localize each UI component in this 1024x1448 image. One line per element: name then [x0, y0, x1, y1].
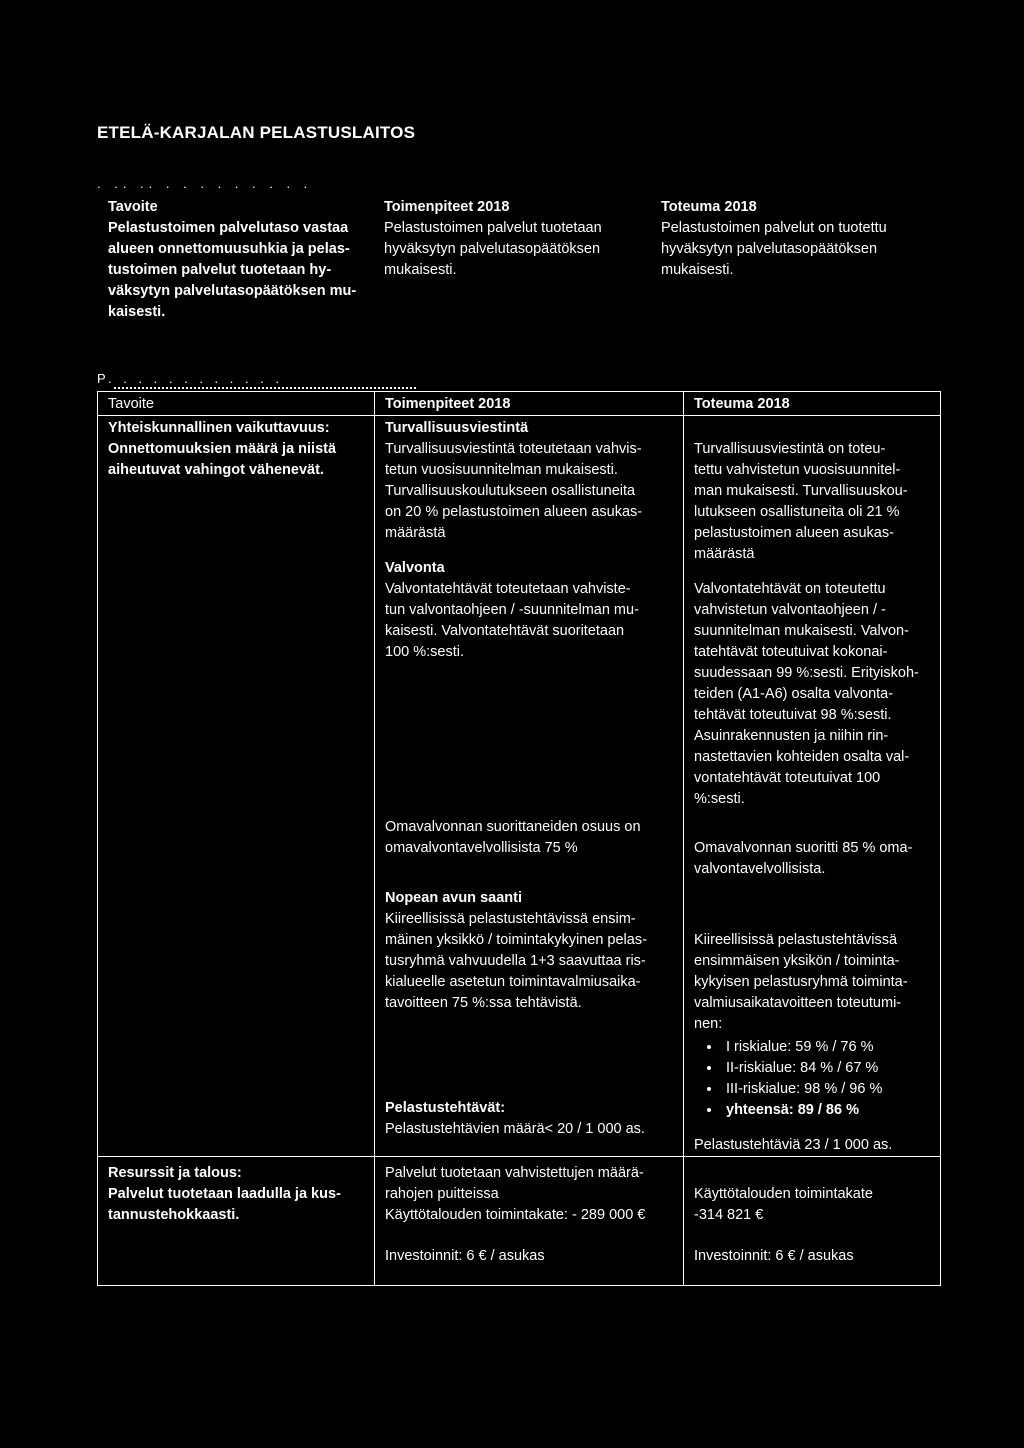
readiness-bullet-list: [694, 1037, 932, 1121]
outcome-line: tatehtävät toteutuivat kokonai-: [694, 644, 888, 660]
safety-comm-title: Turvallisuusviestintä: [385, 420, 529, 436]
outcome-line: vahvistetun valvontaohjeen / -: [694, 602, 886, 618]
section1-outcome-header: Toteuma 2018: [661, 199, 757, 215]
list-item: • yhteensä: 89 / 86 %: [722, 1100, 932, 1121]
action-line: mäinen yksikkö / toimintakykyinen pelas-: [385, 932, 647, 948]
outcome-line: Käyttötalouden toimintakate: [694, 1186, 873, 1202]
action-line: Pelastustehtävien määrä< 20 / 1 000 as.: [385, 1121, 645, 1137]
header-actions: Toimenpiteet 2018: [375, 392, 684, 416]
action-line: Palvelut tuotetaan vahvistettujen määrä-: [385, 1165, 644, 1181]
table-row-impact: [98, 416, 941, 1157]
header-outcome: Toteuma 2018: [684, 392, 941, 416]
actions-resources: [375, 1157, 684, 1286]
outcome-line: suudessaan 99 %:sesti. Erityiskoh-: [694, 665, 919, 681]
action-line: Turvallisuuskoulutukseen osallistuneita: [385, 483, 636, 499]
action-line: kaisesti. Valvontatehtävät suoritetaan: [385, 623, 625, 639]
outcome-line: teiden (A1-A6) osalta valvonta-: [694, 686, 894, 702]
action-line: 100 %:sesti.: [385, 644, 464, 660]
action-line: tusryhmä vahvuudella 1+3 saavuttaa ris-: [385, 953, 646, 969]
outcome-line: suunnitelman mukaisesti. Valvon-: [694, 623, 909, 639]
section1-outcome-line: mukaisesti.: [661, 262, 734, 278]
outcome-line: -314 821 €: [694, 1207, 764, 1223]
section1-outcome-column: [661, 197, 941, 281]
action-line: tavoitteen 75 %:ssa tehtävistä.: [385, 995, 582, 1011]
section1-actions-line: hyväksytyn palvelutasopäätöksen: [384, 241, 601, 257]
section1-actions-line: mukaisesti.: [384, 262, 457, 278]
quick-help-title: Nopean avun saanti: [385, 890, 522, 906]
section1-outcome-line: hyväksytyn palvelutasopäätöksen: [661, 241, 878, 257]
list-item: • I riskialue: 59 % / 76 %: [722, 1037, 932, 1058]
section2-table: [97, 391, 941, 1286]
rescue-tasks-title: Pelastustehtävät:: [385, 1100, 506, 1116]
outcome-line: valvontavelvollisista.: [694, 861, 826, 877]
action-line: tetun vuosisuunnitelman mukaisesti.: [385, 462, 618, 478]
action-line: Omavalvonnan suorittaneiden osuus on: [385, 819, 641, 835]
outcome-line: nen:: [694, 1016, 723, 1032]
goal-line: Yhteiskunnallinen vaikuttavuus:: [108, 420, 330, 436]
action-line: Käyttötalouden toimintakate: - 289 000 €: [385, 1207, 646, 1223]
outcome-line: Valvontatehtävät on toteutettu: [694, 581, 886, 597]
outcome-line: valmiusaikatavoitteen toteutumi-: [694, 995, 902, 1011]
outcome-line: lutukseen osallistuneita oli 21 %: [694, 504, 900, 520]
outcome-line: %:sesti.: [694, 791, 745, 807]
action-line: Investoinnit: 6 € / asukas: [385, 1248, 545, 1264]
section1-goal-line: alueen onnettomuusuhkia ja pelas-: [108, 241, 350, 257]
outcome-line: Pelastustehtäviä 23 / 1 000 as.: [694, 1137, 893, 1153]
goal-impact: [98, 416, 375, 1157]
section1-goal-column: [108, 197, 370, 323]
table-row-resources: [98, 1157, 941, 1286]
outcome-line: nastettavien kohteiden osalta val-: [694, 749, 910, 765]
outcome-line: Asuinrakennusten ja niihin rin-: [694, 728, 889, 744]
outcome-line: Investoinnit: 6 € / asukas: [694, 1248, 854, 1264]
header-goal: Tavoite: [98, 392, 375, 416]
outcome-line: man mukaisesti. Turvallisuuskou-: [694, 483, 908, 499]
table-header-row: [98, 392, 941, 416]
supervision-title: Valvonta: [385, 560, 445, 576]
outcome-line: kykyisen pelastusryhmä toiminta-: [694, 974, 908, 990]
section1-actions-line: Pelastustoimen palvelut tuotetaan: [384, 220, 602, 236]
outcome-resources: [684, 1157, 941, 1286]
outcome-line: tehtävät toteutuivat 98 %:sesti.: [694, 707, 892, 723]
outcome-line: Turvallisuusviestintä on toteu-: [694, 441, 886, 457]
section1-goal-header: Tavoite: [108, 199, 158, 215]
goal-line: Palvelut tuotetaan laadulla ja kus-: [108, 1186, 341, 1202]
resources-goal-title: Resurssit ja talous:: [108, 1165, 242, 1181]
list-item: • II-riskialue: 84 % / 67 %: [722, 1058, 932, 1079]
action-line: tun valvontaohjeen / -suunnitelman mu-: [385, 602, 639, 618]
section1-outcome-line: Pelastustoimen palvelut on tuotettu: [661, 220, 887, 236]
outcome-line: ensimmäisen yksikön / toiminta-: [694, 953, 900, 969]
goal-resources: [98, 1157, 375, 1286]
action-line: rahojen puitteissa: [385, 1186, 499, 1202]
outcome-line: pelastustoimen alueen asukas-: [694, 525, 894, 541]
action-line: omavalvontavelvollisista 75 %: [385, 840, 578, 856]
action-line: Valvontatehtävät toteutetaan vahviste-: [385, 581, 631, 597]
goal-line: Onnettomuuksien määrä ja niistä: [108, 441, 337, 457]
outcome-line: vontatehtävät toteutuivat 100: [694, 770, 881, 786]
outcome-line: Omavalvonnan suoritti 85 % oma-: [694, 840, 913, 856]
organization-title: ETELÄ-KARJALAN PELASTUSLAITOS: [97, 123, 416, 142]
action-line: määrästä: [385, 525, 446, 541]
actions-impact: [375, 416, 684, 1157]
outcome-line: Kiireellisissä pelastustehtävissä: [694, 932, 898, 948]
outcome-line: määrästä: [694, 546, 755, 562]
section2-heading-obscured: P. . . . . . . . . . . .: [97, 371, 284, 386]
section1-goal-line: kaisesti.: [108, 304, 166, 320]
goal-line: tannustehokkaasti.: [108, 1207, 240, 1223]
action-line: on 20 % pelastustoimen alueen asukas-: [385, 504, 643, 520]
section1-goal-line: tustoimen palvelut tuotetaan hy-: [108, 262, 332, 278]
section1-actions-column: [384, 197, 664, 281]
section1-goal-line: Pelastustoimen palvelutaso vastaa: [108, 220, 349, 236]
goal-line: aiheutuvat vahingot vähenevät.: [108, 462, 324, 478]
outcome-line: tettu vahvistetun vuosisuunnitel-: [694, 462, 901, 478]
action-line: kialueelle asetetun toimintavalmiusaika-: [385, 974, 641, 990]
action-line: Turvallisuusviestintä toteutetaan vahvis-: [385, 441, 642, 457]
action-line: Kiireellisissä pelastustehtävissä ensim-: [385, 911, 636, 927]
outcome-impact: [684, 416, 941, 1157]
section1-heading-obscured: . .. .. . . . . . . . . .: [97, 176, 313, 189]
section1-actions-header: Toimenpiteet 2018: [384, 199, 510, 215]
list-item: • III-riskialue: 98 % / 96 %: [722, 1079, 932, 1100]
section1-goal-line: väksytyn palvelutasopäätöksen mu-: [108, 283, 357, 299]
